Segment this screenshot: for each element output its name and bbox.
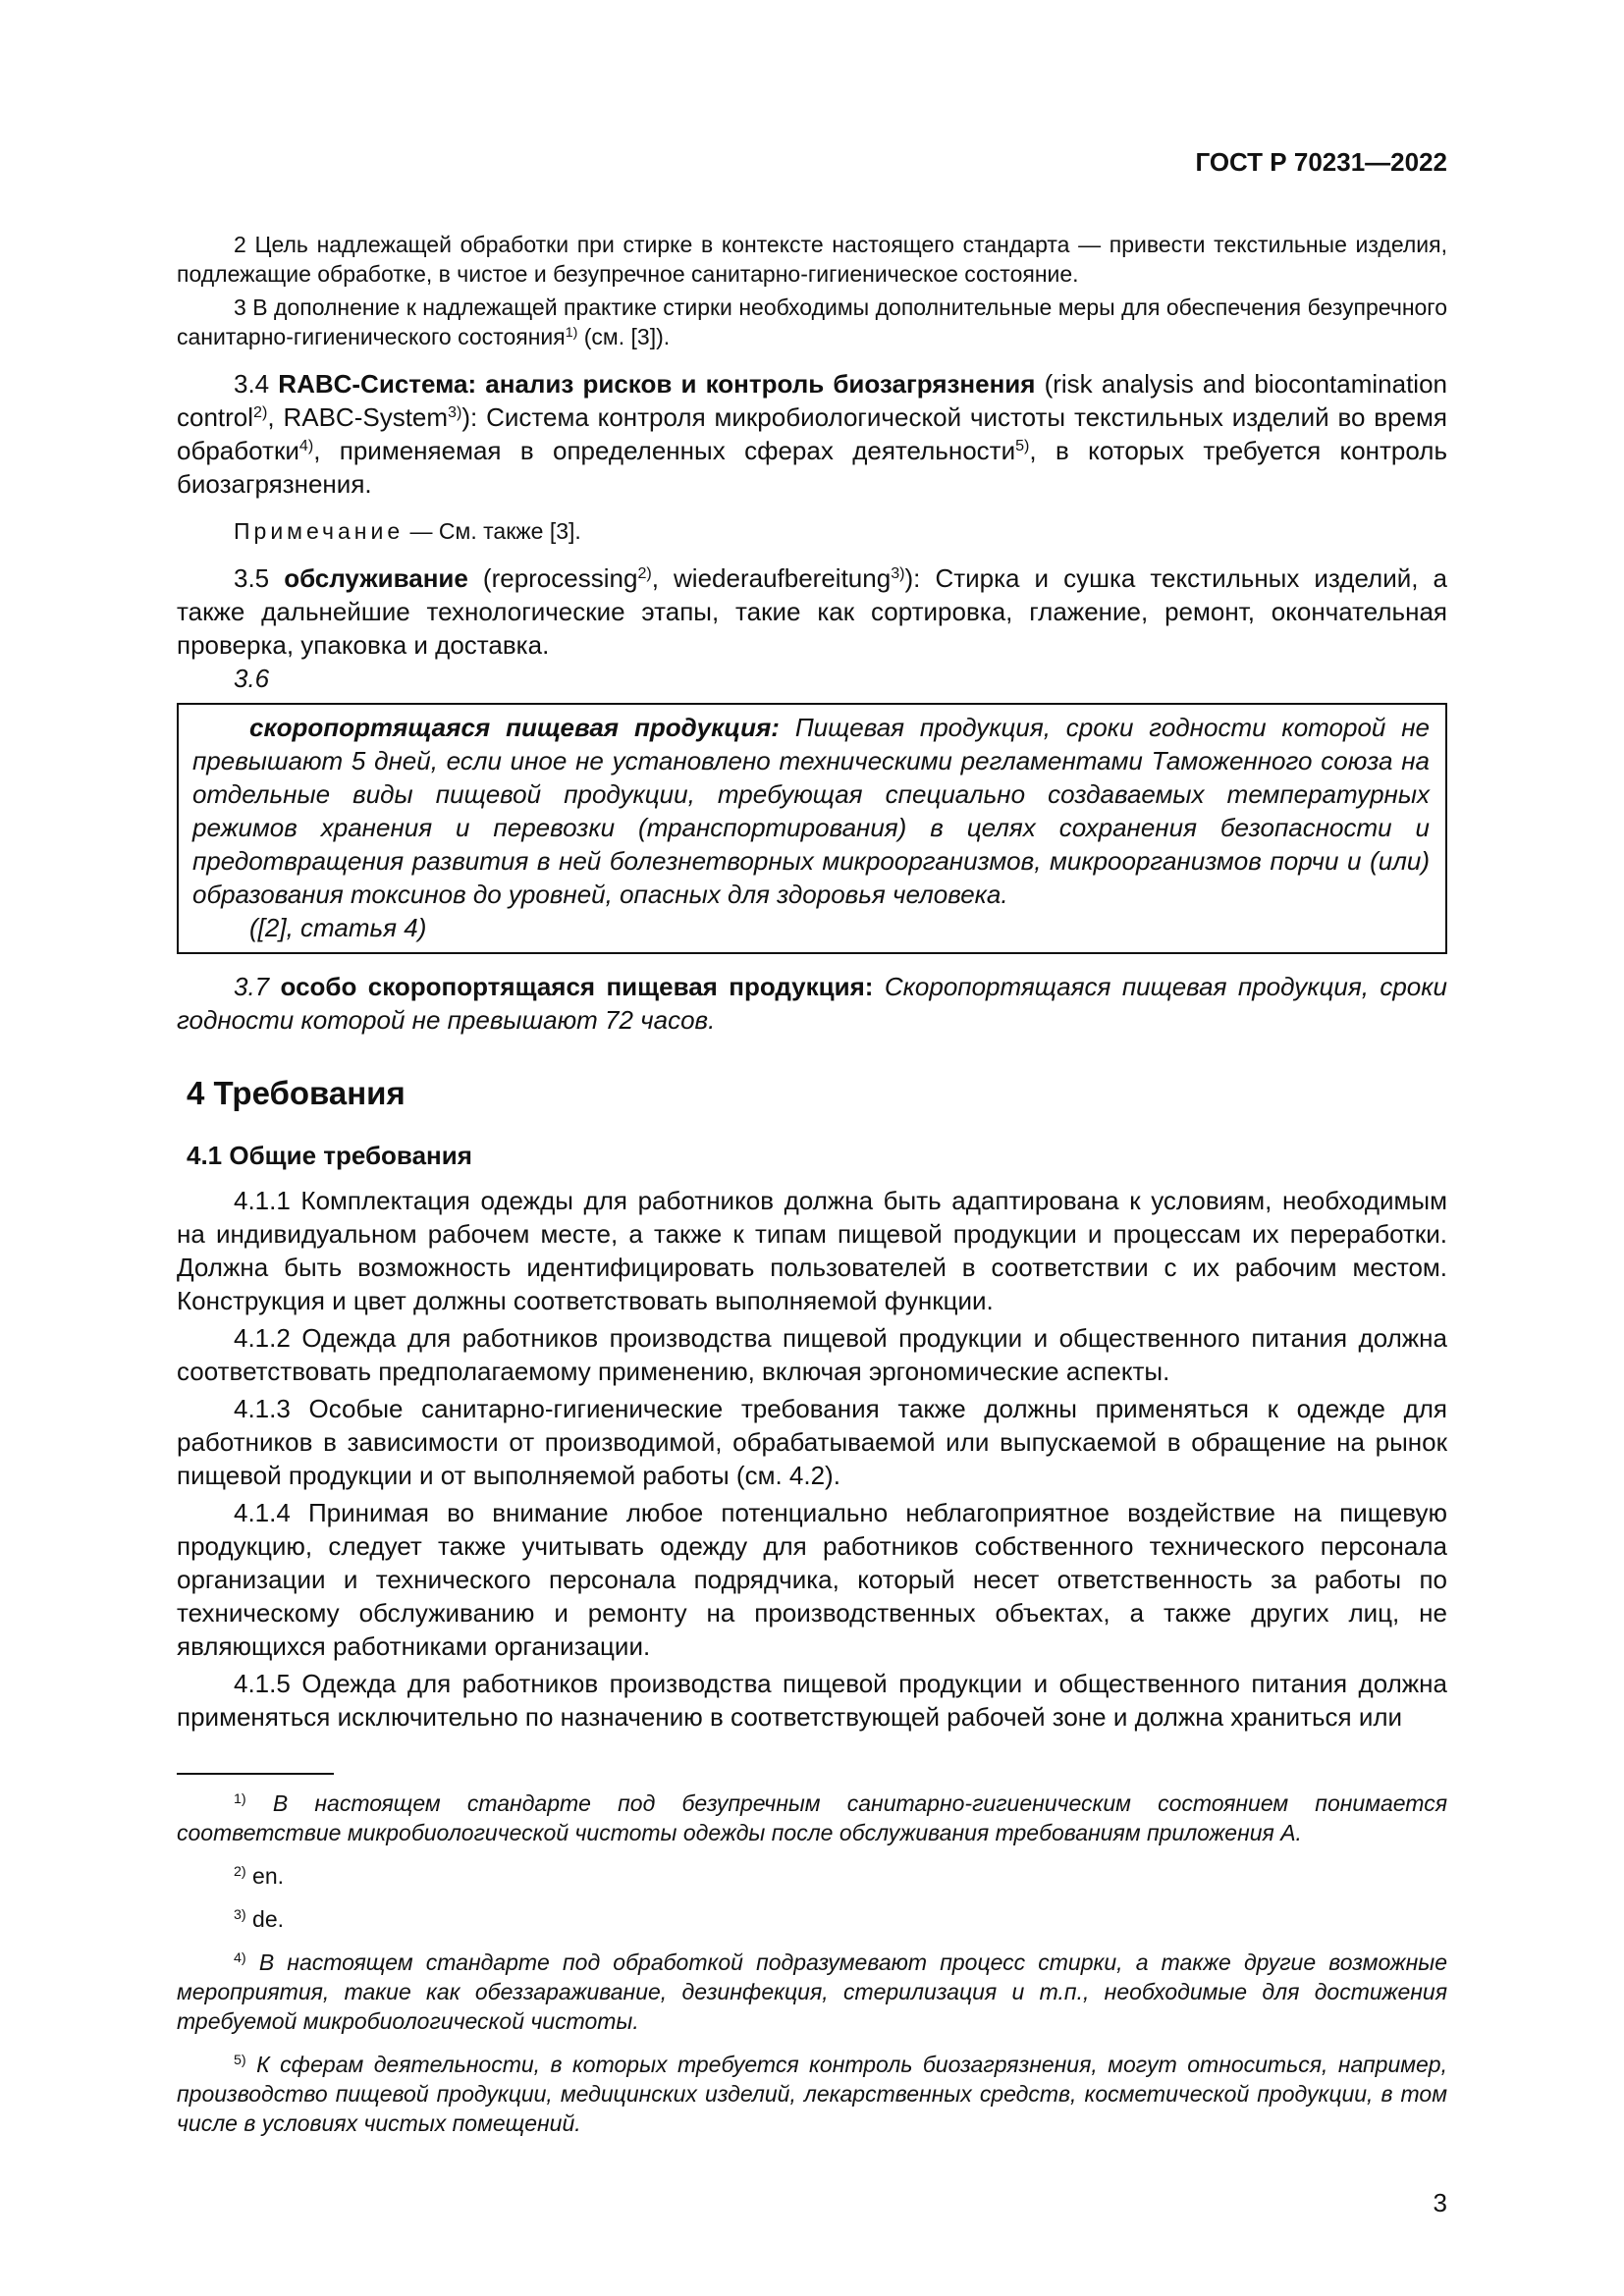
footnote-ref-2[interactable]: 2)	[637, 564, 652, 583]
clause-3-6-source: ([2], статья 4)	[249, 913, 427, 942]
footnote-ref-4[interactable]: 4)	[298, 437, 314, 455]
subsection-title: 4.1 Общие требования	[187, 1141, 472, 1170]
page-number: 3	[1433, 2188, 1447, 2217]
term-perishable: скоропортящаяся пищевая продукция:	[249, 713, 780, 742]
footnote-ref-2[interactable]: 2)	[253, 403, 268, 422]
clause-3-6-number: 3.6	[234, 664, 270, 693]
note-2: 2 Цель надлежащей обработки при стирке в контексте настоящего стандарта — привести текстильные изделия, подлежащие обработке, в чистое и безупречное санитарно-гигиеническое состояние.	[177, 232, 1447, 287]
footnote-ref-1[interactable]: 1)	[565, 325, 578, 342]
footnote-ref-5[interactable]: 5)	[1015, 437, 1030, 455]
document-code-header: ГОСТ Р 70231—2022	[1195, 147, 1447, 177]
footnote-5: $^{5)}$ К сферам деятельности, в которых требуется контроль биозагрязнения, могут относиться, например, производство пищевой продукции, медицинских изделий, лекарственных средств, косметической продукции, в том числе в условиях чистых помещений.	[177, 2052, 1447, 2136]
clause-4-1-2: 4.1.2 Одежда для работников производства пищевой продукции и общественного питания должна соответствовать предполагаемому применению, включая эргономические аспекты.	[177, 1323, 1447, 1386]
footnote-3: $^{3)}$ de.	[234, 1906, 285, 1932]
footnote-ref-3[interactable]: 3)	[891, 564, 905, 583]
footnote-ref-3[interactable]: 3)	[448, 403, 462, 422]
clause-3-7: 3.7 особо скоропортящаяся пищевая продукция: Скоропортящаяся пищевая продукция, сроки годности которой не превышают 72 часов.	[177, 972, 1447, 1035]
note-3-4: Примечание — См. также [3].	[234, 518, 581, 544]
clause-3-4: 3.4 RABC-Система: анализ рисков и контроль биозагрязнения (risk analysis and biocontamination control$^{2)}$, RABC-System$^{3)}$): Система контроля микробиологической чистоты текстильных изделий во время обработки$^{4)}$, применяемая в определенных сферах деятельности$^{5)}$, в которых требуется контроль биозагрязнения.	[177, 369, 1447, 499]
clause-4-1-5: 4.1.5 Одежда для работников производства пищевой продукции и общественного питания должна применяться исключительно по назначению в соответствующей рабочей зоне и должна храниться или	[177, 1669, 1447, 1732]
clause-4-1-1: 4.1.1 Комплектация одежды для работников должна быть адаптирована к условиям, необходимым на индивидуальном рабочем месте, а также к типам пищевой продукции и процессам их переработки. Должна быть возможность идентифицировать пользователей в соответствии с их рабочим местом. Конструкция и цвет должны соответствовать выполняемой функции.	[177, 1186, 1447, 1315]
clause-3-6-definition: скоропортящаяся пищевая продукция: Пищевая продукция, сроки годности которой не превышают 5 дней, если иное не установлено техническими регламентами Таможенного союза на отдельные виды пищевой продукции, требующая специально создаваемых температурных режимов хранения и перевозки (транспортирования) в целях сохранения безопасности и предотвращения развития в ней болезнетворных микроорганизмов, микроорганизмов порчи и (или) образования токсинов до уровней, опасных для здоровья человека.	[192, 713, 1430, 909]
clause-4-1-3: 4.1.3 Особые санитарно-гигиенические требования также должны применяться к одежде для работников в зависимости от производимой, обрабатываемой или выпускаемой в обращение на рынок пищевой продукции и от выполняемой работы (см. 4.2).	[177, 1394, 1447, 1490]
note-3: 3 В дополнение к надлежащей практике стирки необходимы дополнительные меры для обеспечения безупречного санитарно-гигиенического состояния$^{1)}$ (см. [3]).	[177, 294, 1447, 349]
term-highly-perishable: особо скоропортящаяся пищевая продукция:	[280, 972, 874, 1001]
clause-3-5: 3.5 обслуживание (reprocessing$^{2)}$, wiederaufbereitung$^{3)}$): Стирка и сушка текстильных изделий, а также дальнейшие технологические этапы, такие как сортировка, глажение, ремонт, окончательная проверка, упаковка и доставка.	[177, 563, 1447, 660]
term-rabc: RABC-Система: анализ рисков и контроль биозагрязнения	[278, 369, 1036, 399]
footnote-separator	[177, 1773, 334, 1775]
footnote-4: $^{4)}$ В настоящем стандарте под обработкой подразумевают процесс стирки, а также другие возможные мероприятия, такие как обеззараживание, дезинфекция, стерилизация и т.п., необходимые для достижения требуемой микробиологической чистоты.	[177, 1949, 1447, 2034]
term-reprocessing: обслуживание	[284, 563, 468, 593]
quoted-definition-box	[177, 703, 1447, 954]
footnote-2: $^{2)}$ en.	[234, 1863, 285, 1889]
section-title: 4 Требования	[187, 1075, 406, 1111]
clause-4-1-4: 4.1.4 Принимая во внимание любое потенциально неблагоприятное воздействие на пищевую продукцию, следует также учитывать одежду для работников собственного технического персонала организации и технического персонала подрядчика, который несет ответственность за работы по техническому обслуживанию и ремонту на производственных объектах, а также других лиц, не являющихся работниками организации.	[177, 1498, 1447, 1661]
footnote-1: $^{1)}$ В настоящем стандарте под безупречным санитарно-гигиеническим состоянием понимается соответствие микробиологической чистоты одежды после обслуживания требованиям приложения А.	[177, 1790, 1447, 1845]
